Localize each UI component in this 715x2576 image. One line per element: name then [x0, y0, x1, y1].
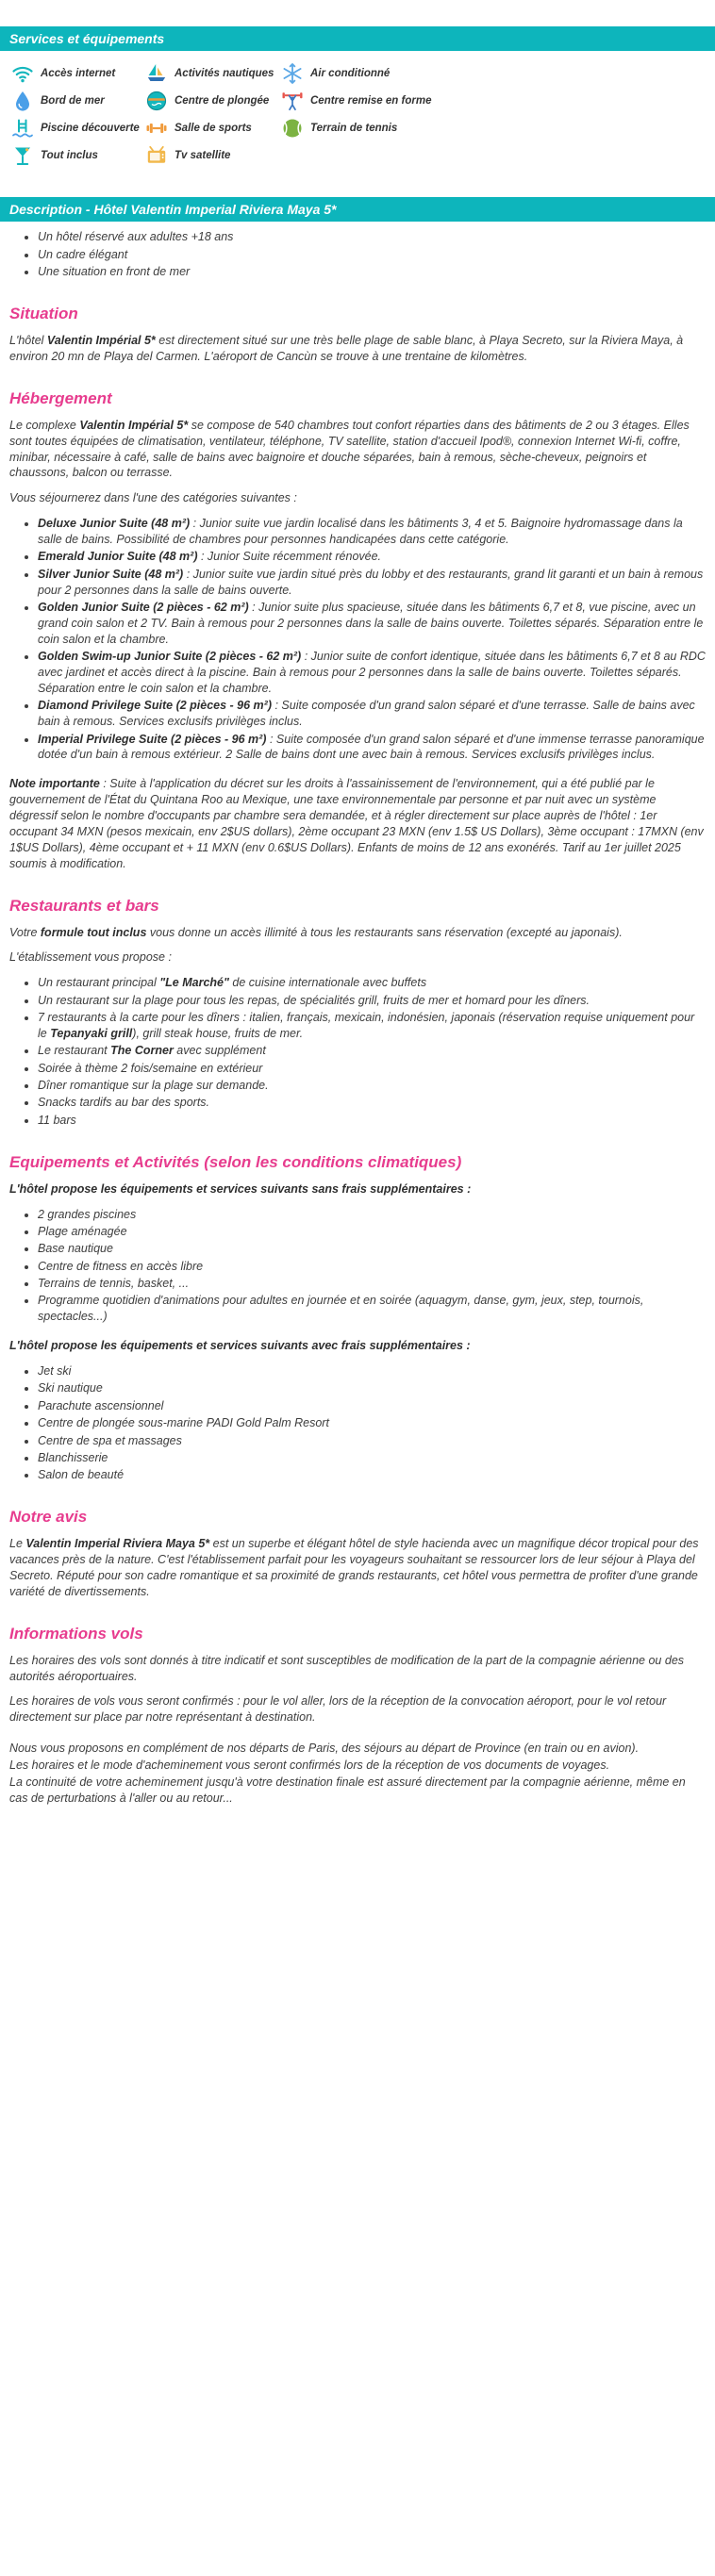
bold-text: Silver Junior Suite (48 m²) — [38, 567, 184, 581]
text: Vous séjournerez dans l'une des catégories suivantes : — [9, 491, 297, 505]
text: Terrains de tennis, basket, ... — [38, 1277, 190, 1290]
services-grid — [0, 51, 453, 182]
service-label: Activités nautiques — [175, 68, 274, 80]
bold-text: Note importante — [9, 777, 100, 791]
gym-icon — [145, 117, 168, 140]
text: Les horaires et le mode d'acheminement vous seront confirmés lors de la réception de vos documents de voyages. — [9, 1759, 610, 1772]
service-item — [11, 62, 145, 85]
bold-text: Tepanyaki grill — [50, 1026, 133, 1040]
bullet-item — [38, 549, 706, 565]
service-label: Accès internet — [41, 68, 116, 80]
bold-text: Valentin Imperial Riviera Maya 5* — [25, 1537, 210, 1551]
text: Parachute ascensionnel — [38, 1398, 164, 1412]
service-label: Tv satellite — [175, 150, 231, 162]
bold-text: Valentin Impérial 5* — [46, 334, 156, 347]
paragraph — [9, 1775, 706, 1807]
description-content — [0, 229, 715, 1835]
text: Centre de fitness en accès libre — [38, 1259, 204, 1273]
text: Programme quotidien d'animations pour adultes en journée et en soirée (aquagym, danse, gym, jeux, step, tournois, spectacles...) — [38, 1294, 644, 1324]
bullet-item — [38, 1415, 706, 1431]
bullet-item — [38, 1450, 706, 1466]
text: Base nautique — [38, 1242, 113, 1256]
bullet-item — [38, 1113, 706, 1129]
text: Snacks tardifs au bar des sports. — [38, 1096, 210, 1110]
text: Votre — [9, 925, 41, 939]
text: est un superbe et élégant hôtel de style hacienda avec un magnifique décor tropical pour des vacances près de la nature. C'est l'établissement parfait pour les voyageurs souhaitant se ressourcer lors de leur séjour à Playa del Secreto. Réputé pour son cadre romantique et sa proximité de grands restaurants, cet hôtel vous permettra de profiter d'une grande variété de divertissements. — [9, 1537, 699, 1598]
section-heading-notre-avis: Notre avis — [9, 1508, 88, 1527]
bullet-item — [38, 1467, 706, 1483]
text: Un hôtel réservé aux adultes +18 ans — [38, 230, 234, 244]
services-banner-title: Services et équipements — [9, 31, 165, 46]
bullet-item — [38, 1010, 706, 1042]
section-heading-informations-vols: Informations vols — [9, 1624, 143, 1643]
bullet-item — [38, 1207, 706, 1223]
paragraph — [9, 333, 706, 365]
bold-text: Golden Swim-up Junior Suite (2 pièces - 62 m²) — [38, 650, 302, 664]
paragraph — [9, 1758, 706, 1774]
bold-text: Deluxe Junior Suite (48 m²) — [38, 517, 191, 531]
bold-text: L'hôtel propose les équipements et services suivants sans frais supplémentaires : — [9, 1181, 472, 1196]
service-item — [145, 144, 281, 167]
text: Nous vous proposons en complément de nos départs de Paris, des séjours au départ de Province (en train ou en avion). — [9, 1742, 640, 1756]
fitness-icon — [281, 90, 304, 112]
bullet-item — [38, 1061, 706, 1077]
bold-text: The Corner — [110, 1044, 174, 1058]
service-label: Air conditionné — [310, 68, 391, 80]
bullet-list — [9, 229, 706, 280]
wifi-icon — [11, 62, 34, 85]
paragraph — [9, 1181, 706, 1197]
bullet-item — [38, 698, 706, 730]
bullet-list — [9, 1207, 706, 1326]
service-item — [281, 62, 441, 85]
bullet-item — [38, 649, 706, 697]
section-heading-restaurants: Restaurants et bars — [9, 896, 159, 915]
text: Centre de plongée sous-marine PADI Gold Palm Resort — [38, 1416, 329, 1430]
service-label: Salle de sports — [175, 123, 252, 135]
text: L'établissement vous propose : — [9, 950, 172, 965]
text: 2 grandes piscines — [38, 1207, 137, 1221]
text: se compose de 540 chambres tout confort réparties dans des bâtiments de 2 ou 3 étages. Elles sont toutes équipées de climatisation, ventilateur, téléphone, TV satellite, station d'accueil Ipod®, connexion Internet Wi-fi, coffre, minibar, nécessaire à café, salle de bains avec baignoire et douche séparées, bain à remous, sèche-cheveux, peignoirs et chaussons, balcon ou terrasse. — [9, 418, 690, 480]
text: 7 restaurants à la carte pour les dîners : italien, français, mexicain, indonésien, japonais (réservation requise uniquement pour le — [38, 1011, 695, 1040]
text: Le restaurant — [38, 1044, 111, 1058]
bullet-item — [38, 1398, 706, 1414]
text: : Junior suite vue jardin situé près du lobby et des restaurants, grand lit garanti et un bain à remous pour 2 personnes dans la salle de bains ouverte. — [38, 567, 704, 597]
bullet-item — [38, 1259, 706, 1275]
bullet-item — [38, 732, 706, 764]
service-label: Tout inclus — [41, 150, 98, 162]
bullet-item — [38, 1276, 706, 1292]
text: : Junior suite plus spacieuse, située dans les bâtiments 6,7 et 8, vue piscine, avec un grand coin salon et 2 TV. Bain à remous pour 2 personnes dans la salle de bains ouverte. Toilettes séparés. Séparation entre le coin salon et la chambre. — [38, 601, 704, 646]
text: vous donne un accès illimité à tous les restaurants sans réservation (excepté au japonais). — [146, 925, 623, 939]
text: Les horaires de vols vous seront confirmés : pour le vol aller, lors de la réception de la convocation aéroport, pour le vol retour directement sur place par notre représentant à destination. — [9, 1694, 667, 1725]
description-banner-title: Description - Hôtel Valentin Imperial Riviera Maya 5* — [9, 202, 337, 218]
section-heading-hebergement: Hébergement — [9, 388, 112, 407]
text: : Suite à l'application du décret sur les droits à l'assainissement de l'environnement, qui a été publié par le gouvernement de l'État du Quintana Roo au Mexique, une taxe environnementale par personne et par nuit avec un système dégressif selon le nombre d'occupants par chambre sera demandée, et à régler directement sur place auprès de l'hôtel : 1er occupant 34 MXN (pesos mexicain, env 2$US dollars), 2ème occupant 23 MXN (env 1.5$ US Dollars), 3ème occupant : 17MXN (env 1$US Dollars), 4ème occupant et + 11 MXN (env 0.6$US Dollars). Enfants de moins de 12 ans exonérés. Tarif au 1er juillet 2025 soumis à modification. — [9, 777, 704, 870]
text: est directement situé sur une très belle plage de sable blanc, à Playa Secreto, sur la Riviera Maya, à environ 20 mn de Playa del Carmen. L'aéroport de Cancùn se trouve à une trentaine de kilomètres. — [9, 334, 684, 363]
service-item — [145, 62, 281, 85]
bullet-item — [38, 1293, 706, 1325]
bullet-item — [38, 264, 706, 280]
tennis-icon — [281, 117, 304, 140]
bullet-item — [38, 1043, 706, 1059]
text: Blanchisserie — [38, 1450, 108, 1464]
service-label: Bord de mer — [41, 95, 105, 107]
bold-text: Emerald Junior Suite (48 m²) — [38, 550, 198, 564]
diving-icon — [145, 90, 168, 112]
bullet-list — [9, 975, 706, 1128]
text: : Junior suite de confort identique, située dans les bâtiments 6,7 et 8 au RDC avec jardinet et accès direct à la piscine. Bain à remous pour 2 personnes dans la salle de bains ouverte. Toilettes séparés. Séparation entre le coin salon et la chambre. — [38, 650, 706, 695]
paragraph — [9, 949, 706, 966]
text: Une situation en front de mer — [38, 265, 191, 279]
paragraph — [9, 1741, 706, 1757]
bullet-item — [38, 1224, 706, 1240]
service-item — [281, 117, 441, 140]
text: : Suite composée d'un grand salon séparé et d'une terrasse. Salle de bains avec bain à remous. Services exclusifs privilèges inclus. — [38, 699, 695, 729]
paragraph — [9, 925, 706, 941]
text: Le complexe — [9, 418, 80, 432]
text: Salon de beauté — [38, 1468, 125, 1482]
service-item — [281, 90, 441, 112]
pool-icon — [11, 117, 34, 140]
text: La continuité de votre acheminement jusqu'à votre destination finale est assuré directement par la compagnie aérienne, même en cas de perturbations à l'aller ou au retour... — [9, 1775, 686, 1805]
paragraph — [9, 490, 706, 506]
service-label: Terrain de tennis — [310, 123, 398, 135]
text: avec supplément — [173, 1044, 266, 1058]
bullet-item — [38, 993, 706, 1009]
bullet-item — [38, 1078, 706, 1094]
bold-text: "Le Marché" — [159, 976, 229, 990]
bold-text: Imperial Privilege Suite (2 pièces - 96 m²) — [38, 732, 267, 746]
text: Ski nautique — [38, 1381, 103, 1395]
bullet-item — [38, 1363, 706, 1379]
bold-text: Valentin Impérial 5* — [79, 418, 189, 432]
bold-text: L'hôtel propose les équipements et services suivants avec frais supplémentaires : — [9, 1339, 471, 1353]
service-label: Centre de plongée — [175, 95, 270, 107]
paragraph — [9, 1536, 706, 1600]
text: L'hôtel — [9, 334, 47, 347]
bullet-item — [38, 1241, 706, 1257]
bullet-item — [38, 1095, 706, 1111]
service-item — [145, 90, 281, 112]
waterdrop-icon — [11, 90, 34, 112]
text: Le — [9, 1537, 26, 1551]
text: Un restaurant principal — [38, 976, 160, 990]
text: de cuisine internationale avec buffets — [228, 976, 427, 990]
text: Plage aménagée — [38, 1224, 127, 1238]
section-heading-equipements: Equipements et Activités (selon les conditions climatiques) — [9, 1152, 462, 1171]
service-label: Centre remise en forme — [310, 95, 432, 107]
text: : Junior suite vue jardin localisé dans les bâtiments 3, 4 et 5. Baignoire hydromassage dans la salle de bains. Possibilité de chambres pour personnes handicapées dans cette catégorie. — [38, 517, 683, 546]
text: Jet ski — [38, 1364, 72, 1378]
text: ), grill steak house, fruits de mer. — [132, 1026, 304, 1040]
snowflake-icon — [281, 62, 304, 85]
bold-text: formule tout inclus — [40, 925, 147, 939]
text: 11 bars — [38, 1113, 76, 1127]
paragraph — [9, 418, 706, 482]
text: : Suite composée d'un grand salon séparé et d'une immense terrasse panoramique dotée d'un bain à remous extérieur. 2 Salle de bains dont une avec bain à remous. Services exclusifs privilèges inclus. — [38, 732, 705, 762]
section-heading-situation: Situation — [9, 305, 78, 322]
text: Un restaurant sur la plage pour tous les repas, de spécialités grill, fruits de mer et homard pour les dîners. — [38, 993, 590, 1007]
service-item — [145, 117, 281, 140]
services-banner — [0, 26, 715, 51]
service-item — [11, 117, 145, 140]
bold-text: Golden Junior Suite (2 pièces - 62 m²) — [38, 601, 249, 614]
description-banner — [0, 197, 715, 222]
allinclusive-icon — [11, 144, 34, 167]
text: Centre de spa et massages — [38, 1433, 182, 1447]
service-label: Piscine découverte — [41, 123, 140, 135]
bullet-item — [38, 1380, 706, 1396]
text: : Junior Suite récemment rénovée. — [197, 550, 382, 564]
bullet-list — [9, 516, 706, 763]
paragraph — [9, 1693, 706, 1726]
paragraph — [9, 1338, 706, 1354]
bold-text: Diamond Privilege Suite (2 pièces - 96 m²) — [38, 699, 272, 713]
bullet-item — [38, 247, 706, 263]
bullet-item — [38, 567, 706, 599]
bullet-list — [9, 1363, 706, 1483]
paragraph — [9, 1653, 706, 1685]
sailboat-icon — [145, 62, 168, 85]
service-item — [11, 144, 145, 167]
bullet-item — [38, 229, 706, 245]
tv-icon — [145, 144, 168, 167]
bullet-item — [38, 516, 706, 548]
text: Soirée à thème 2 fois/semaine en extérieur — [38, 1061, 263, 1075]
text: Dîner romantique sur la plage sur demande. — [38, 1079, 269, 1092]
paragraph — [9, 776, 706, 871]
text: Les horaires des vols sont donnés à titre indicatif et sont susceptibles de modification de la part de la compagnie aérienne ou des autorités aéroportuaires. — [9, 1653, 685, 1683]
text: Un cadre élégant — [38, 247, 128, 261]
bullet-item — [38, 1433, 706, 1449]
bullet-item — [38, 975, 706, 991]
service-item — [11, 90, 145, 112]
bullet-item — [38, 600, 706, 648]
